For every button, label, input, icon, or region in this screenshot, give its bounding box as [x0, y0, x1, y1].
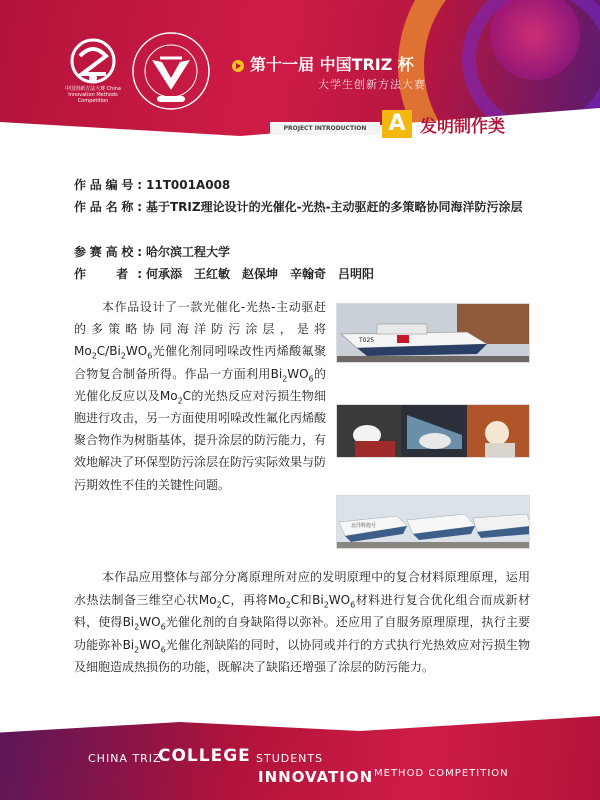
meta-value: 何承添 王红敏 赵保坤 辛翰奇 吕明阳	[146, 267, 375, 281]
boat-dock-photo	[336, 303, 530, 363]
footer-college: COLLEGE	[158, 746, 251, 766]
boats-row-photo	[336, 495, 530, 549]
category-title: 发明制作类	[420, 117, 505, 137]
competition-title	[232, 52, 414, 75]
footer-students: STUDENTS	[256, 752, 324, 765]
patrol-boat-illustration	[337, 304, 530, 363]
meta-school-row	[74, 241, 230, 263]
meta-label: 作品编号:	[74, 178, 142, 192]
footer-innovation: INNOVATION	[258, 768, 374, 786]
project-intro-label: PROJECT INTRODUCTION	[270, 122, 380, 135]
triz-seal-icon	[130, 30, 212, 112]
competition-logo-icon	[70, 38, 116, 84]
meta-author-row	[74, 263, 374, 285]
meta-label: 作品名称:	[74, 200, 142, 214]
meta-value: 基于TRIZ理论设计的光催化-光热-主动驱赶的多策略协同海洋防污涂层	[146, 200, 523, 214]
paragraph-1: 本作品设计了一款光催化-光热-主动驱赶的多策略协同海洋防污涂层，是将$Mo_2C/Bi_2WO_6$光催化剂同吲哚改性丙烯酸氟聚合物复合制备所得。作品一方面利用$Bi_2WO_6$的光催化反应以及$Mo_2C$的光热反应对污损生物细胞进行攻击，另一方面使用吲哚改性氟化丙烯酸聚合物作为树脂基体，提升涂层的防污能力，有效地解决了环保型防污涂层在防污实际效果与防污期效性不佳的关键性问题。	[74, 300, 327, 492]
paragraph-2: 本作品应用整体与部分分离原理所对应的发明原理中的复合材料原理原理，运用水热法制备三维空心状$Mo_2C$，再将$Mo_2C$和$Bi_2WO_6$材料进行复合优化组合而成新材料，使得$Bi_2WO_6$光催化剂的自身缺陷得以弥补。还应用了自服务原理原理，执行主要功能弥补$Bi_2WO_6$光催化剂缺陷的同时，以协同或并行的方式执行光热效应对污损生物及细胞造成热损伤的功能，既解决了缺陷还增强了涂层的防污能力。	[74, 570, 531, 674]
meta-label: 作 者:	[74, 267, 142, 281]
meta-value: 哈尔滨工程大学	[146, 245, 231, 259]
competition-subtitle: 大学生创新方法大赛	[318, 78, 426, 91]
meta-label: 参赛高校:	[74, 245, 142, 259]
title-text: 第十一届 中国TRIZ 杯	[250, 55, 414, 74]
meta-id-row	[74, 174, 230, 196]
meta-value: 11T001A008	[146, 178, 231, 192]
footer-method-competition: METHOD COMPETITION	[374, 768, 509, 779]
play-icon	[232, 60, 244, 72]
meta-name-row	[74, 196, 530, 218]
boat-name-text: 北洋辉煌号	[351, 523, 377, 529]
boat-number-text: T025	[359, 337, 375, 344]
logo-caption: 中国创新方法大赛 China Innovation Methods Competition	[65, 86, 121, 104]
boats-row-illustration	[337, 496, 530, 549]
category-letter-badge: A	[382, 110, 412, 138]
coating-work-illustration	[337, 405, 530, 458]
footer-wave	[0, 710, 600, 740]
footer-china-triz: CHINA TRIZ	[88, 752, 162, 765]
coating-process-photos	[336, 404, 530, 458]
header-banner	[0, 0, 600, 140]
